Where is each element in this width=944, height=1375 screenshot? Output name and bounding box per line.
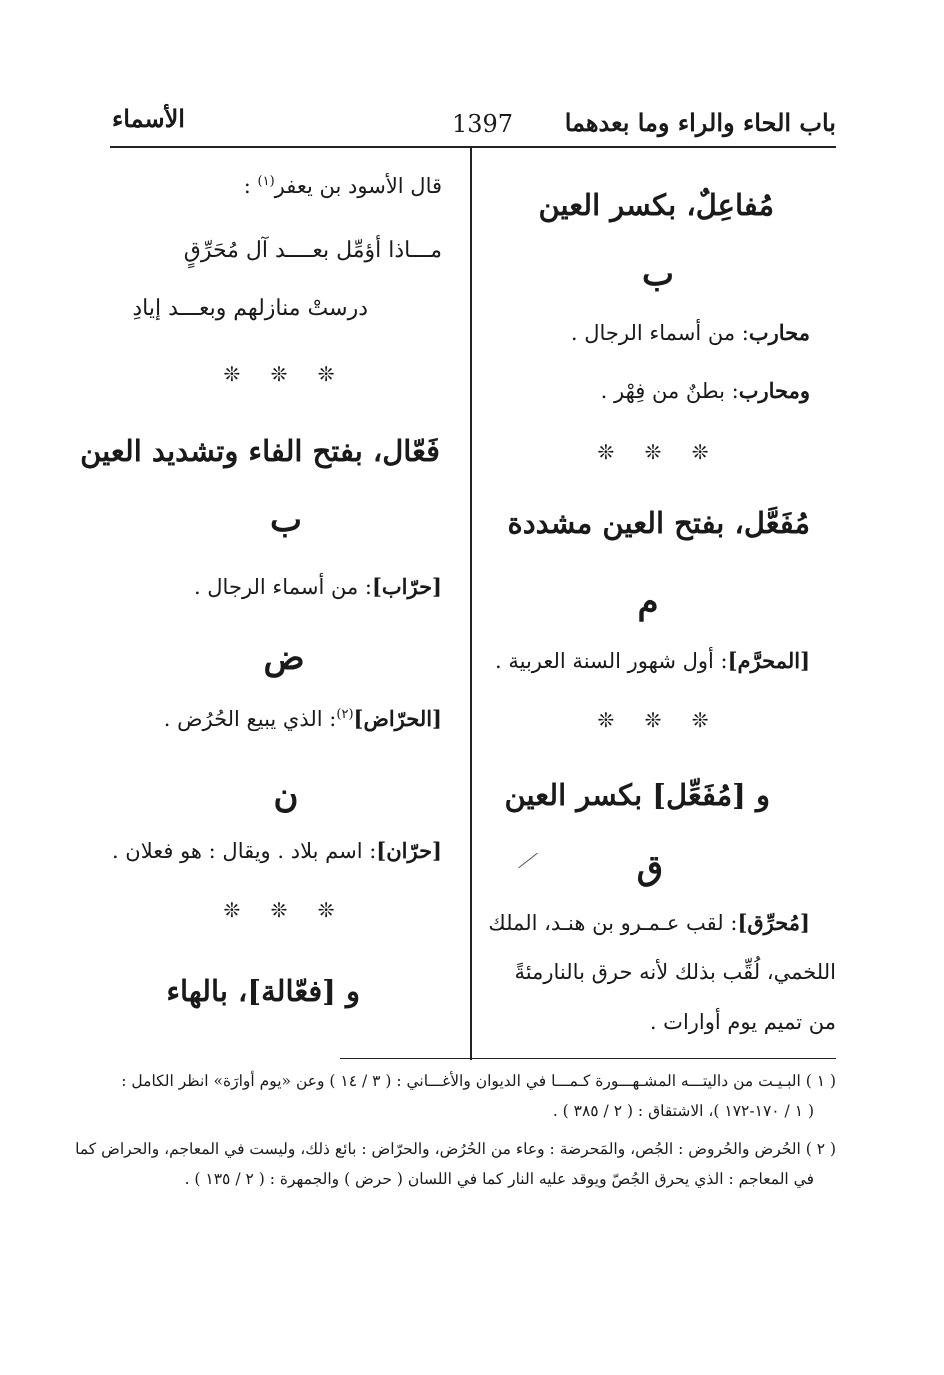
- entry-muharib: [571, 320, 810, 345]
- entry-continuation: من تميم يوم أوارات .: [649, 1010, 836, 1034]
- entry-term: [حرّاب]: [371, 574, 442, 599]
- letter-nun: ن: [273, 776, 299, 816]
- entry-definition: : لقب عـمـرو بن هنـد، الملك: [488, 911, 738, 935]
- entry-muharib-2: [601, 378, 810, 403]
- section-separator: ❊ ❊ ❊: [597, 708, 721, 732]
- section-separator: ❊ ❊ ❊: [597, 440, 721, 464]
- letter-ba-left: ب: [269, 500, 302, 540]
- footnote-1-line-1: ( ١ ) البـيـت من داليتـــه المشـهـــورة كـمـــا في الديوان والأغـــاني : ( ٣ / ١٤ ) وعن «يوم أوارَة» انظر الكامل :: [121, 1072, 836, 1090]
- entry-term: [المحرَّم]: [727, 648, 810, 673]
- heading-faaala: و [فعّالة]، بالهاء: [166, 974, 360, 1008]
- entry-definition: : بطنٌ من فِهْر .: [600, 379, 739, 403]
- letter-qaf: ق: [636, 848, 664, 888]
- letter-dad: ض: [263, 638, 305, 678]
- footnote-2-line-2: في المعاجم : الذي يحرق الجُصّ ويوقد عليه النار كما في اللسان ( حرض ) والجمهرة : ( ٢ / ١٣٥ ) .: [184, 1170, 814, 1188]
- entry-term: [مُحرِّق]: [737, 910, 810, 935]
- footnote-ref-2: (٢): [336, 707, 354, 722]
- entry-harrab: [194, 574, 442, 599]
- page-number: 1397: [452, 110, 514, 138]
- letter-ba-right: ب: [641, 254, 674, 294]
- header-rule: [110, 146, 836, 148]
- entry-definition: : اسم بلاد . ويقال : هو فعلان .: [111, 839, 377, 863]
- entry-continuation: اللخمي، لُقِّب بذلك لأنه حرق بالنارمئةً: [514, 960, 836, 984]
- footnote-rule: [340, 1058, 836, 1059]
- heading-faaal: فَعّال، بفتح الفاء وتشديد العين: [80, 434, 440, 468]
- entry-harran: [112, 838, 442, 863]
- heading-mufail: مُفاعِلٌ، بكسر العين: [538, 188, 774, 222]
- entry-muharriq: [488, 910, 810, 935]
- entry-harrad: [164, 706, 442, 731]
- entry-definition: : الذي يبيع الحُرُض .: [163, 707, 337, 731]
- footnote-ref-1: (١): [257, 174, 275, 189]
- entry-definition: : من أسماء الرجال .: [193, 575, 372, 599]
- entry-term: [الحرّاض]: [353, 706, 442, 731]
- running-head-section: الأسماء: [112, 104, 185, 133]
- entry-definition: : من أسماء الرجال .: [570, 321, 749, 345]
- footnote-1-line-2: ( ١ / ١٧٠-١٧٢ )، الاشتقاق : ( ٢ / ٣٨٥ ) .: [552, 1102, 814, 1120]
- column-divider: [470, 148, 472, 1060]
- verse-line-1: مـــاذا أؤمِّل بعــــد آل مُحَرِّقٍ: [183, 238, 442, 263]
- verse-line-2: درستْ منازلهم وبعـــد إيادِ: [132, 296, 368, 321]
- heading-mufaiil: و [مُفَعِّل] بكسر العين: [504, 778, 770, 812]
- footnote-2-line-1: ( ٢ ) الحُرض والحُروض : الجُص، والمَحرضة : وعاء من الحُرُض، والحرّاض : بائع ذلك، وليست في المعاجم، والحراض كما: [75, 1140, 836, 1158]
- running-head-chapter: باب الحاء والراء وما بعدهما: [564, 108, 836, 137]
- entry-term: ومحارب: [738, 378, 810, 403]
- entry-definition: : أول شهور السنة العربية .: [495, 649, 728, 673]
- entry-term: [حرّان]: [376, 838, 442, 863]
- section-separator: ❊ ❊ ❊: [223, 898, 347, 922]
- heading-mufaal: مُفَعَّل، بفتح العين مشددة: [507, 506, 810, 540]
- entry-muharram: [495, 648, 810, 673]
- stray-mark: [518, 853, 538, 869]
- entry-term: محارب: [748, 320, 810, 345]
- section-separator: ❊ ❊ ❊: [223, 362, 347, 386]
- quote-intro: قال الأسود بن يعفر$^{(١)}$ :: [243, 174, 442, 198]
- letter-mim: م: [637, 582, 659, 622]
